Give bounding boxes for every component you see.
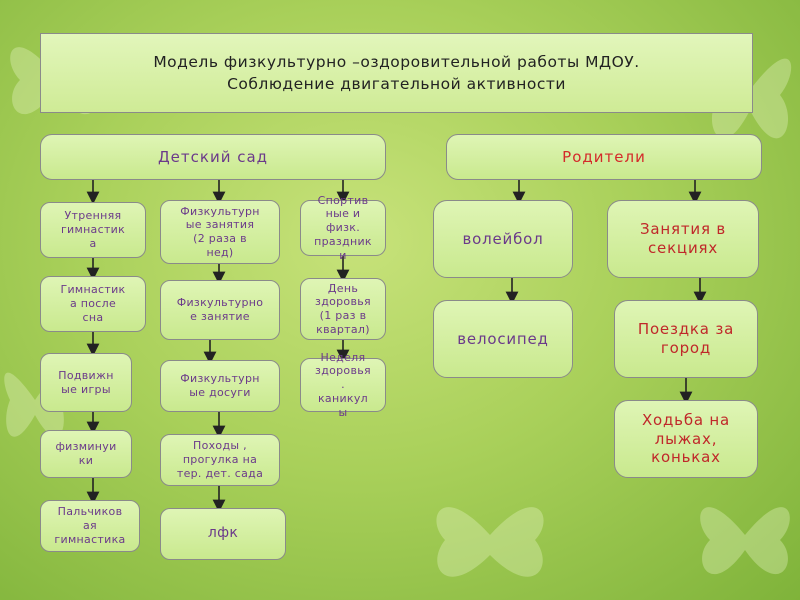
activity-health-day: День здоровья (1 раз в квартал): [300, 278, 386, 340]
activity-pe-leisure: Физкультурн ые досуги: [160, 360, 280, 412]
activity-physical-therapy: лфк: [160, 508, 286, 560]
activity-physical-minutes: физминуи ки: [40, 430, 132, 478]
parents-volleyball: волейбол: [433, 200, 573, 278]
activity-morning-exercise: Утренняя гимнастик а: [40, 202, 146, 258]
activity-pe-class: Физкультурно е занятие: [160, 280, 280, 340]
activity-hikes-walks: Походы , прогулка на тер. дет. сада: [160, 434, 280, 486]
activity-health-week: Неделя здоровья . каникул ы: [300, 358, 386, 412]
activity-pe-classes: Физкультурн ые занятия (2 раза в нед): [160, 200, 280, 264]
header-kindergarten: Детский сад: [40, 134, 386, 180]
activity-finger-gymnastics: Пальчиков ая гимнастика: [40, 500, 140, 552]
activity-sports-holidays: Спортив ные и физк. праздник и: [300, 200, 386, 256]
parents-country-trip: Поездка за город: [614, 300, 758, 378]
title-line-2: Соблюдение двигательной активности: [227, 75, 566, 93]
parents-sports-sections: Занятия в секциях: [607, 200, 759, 278]
activity-outdoor-games: Подвижн ые игры: [40, 353, 132, 412]
parents-skiing-skating: Ходьба на лыжах, коньках: [614, 400, 758, 478]
activity-post-nap-exercise: Гимнастик а после сна: [40, 276, 146, 332]
parents-bicycle: велосипед: [433, 300, 573, 378]
header-parents: Родители: [446, 134, 762, 180]
title-line-1: Модель физкультурно –оздоровительной работы МДОУ.: [153, 52, 640, 71]
